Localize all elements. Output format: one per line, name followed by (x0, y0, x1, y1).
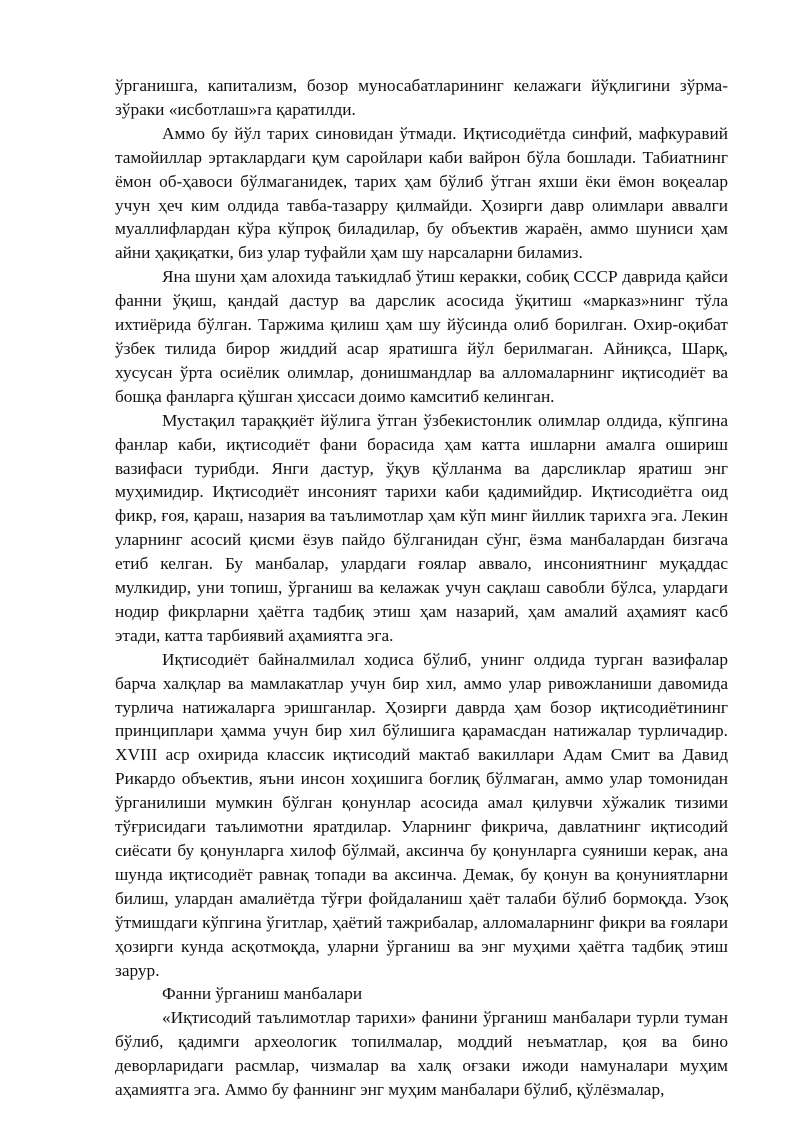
paragraph: Иқтисодиёт байналмилал ходиса бўлиб, унинг олдида турган вазифалар барча халқлар ва мамлакатлар учун бир хил, аммо улар ривожланиши давомида турлича натижаларга эришганлар. Ҳозирги даврда ҳам бозор иқтисодиётининг принциплари ҳамма учун бир хил бўлишига қарамасдан натижалар турличадир. XVIII аср охирида классик иқтисодий мактаб вакиллари Адам Смит ва Давид Рикардо объектив, яъни инсон хоҳишига боғлиқ бўлмаган, аммо улар томонидан ўрганилиши мумкин бўлган қонунлар асосида амал қилувчи хўжалик тизими тўғрисидаги таълимотни яратдилар. Уларнинг фикрича, давлатнинг иқтисодий сиёсати бу қонунларга хилоф бўлмай, аксинча бу қонунларга суяниши керак, ана шунда иқтисодиёт равнақ топади ва аксинча. Демак, бу қонун ва қонуниятларни билиш, улардан амалиётда тўғри фойдаланиш ҳаёт талаби бўлиб бормоқда. Узоқ ўтмишдаги кўпгина ўгитлар, ҳаётий тажрибалар, алломаларнинг фикри ва ғоялари ҳозирги кунда асқотмоқда, уларни ўрганиш ва энг муҳими ҳаётга тадбиқ этиш зарур. (115, 649, 728, 980)
section-heading: Фанни ўрганиш манбалари (162, 984, 363, 1004)
paragraph: Яна шуни ҳам алохида таъкидлаб ўтиш керакки, собиқ СССР даврида қайси фанни ўқиш, қандай дастур ва дарслик асосида ўқитиш «марказ»нинг тўла ихтиёрида бўлган. Таржима қилиш ҳам шу йўсинда олиб борилган. Охир-оқибат ўзбек тилида бирор жиддий асар яратишга йўл берилмаган. Айниқса, Шарқ, хусусан ўрта осиёлик олимлар, донишмандлар ва алломаларнинг иқтисодиёт ва бошқа фанларга қўшган ҳиссаси доимо камситиб келинган. (115, 267, 728, 406)
document-page (115, 74, 728, 1102)
paragraph: «Иқтисодий таълимотлар тарихи» фанини ўрганиш манбалари турли туман бўлиб, қадимги археологик топилмалар, моддий неъматлар, қоя ва бино деворларидаги расмлар, чизмалар ва халқ оғзаки ижоди намуналари муҳим аҳамиятга эга. Аммо бу фаннинг энг муҳим манбалари бўлиб, қўлёзмалар, (115, 1008, 728, 1100)
paragraph: Мустақил тараққиёт йўлига ўтган ўзбекистонлик олимлар олдида, кўпгина фанлар каби, иқтисодиёт фани борасида ҳам катта ишларни амалга ошириш вазифаси турибди. Янги дастур, ўқув қўлланма ва дарсликлар яратиш энг муҳимидир. Иқтисодиёт инсоният тарихи каби қадимийдир. Иқтисодиётга оид фикр, ғоя, қараш, назария ва таълимотлар ҳам кўп минг йиллик тарихга эга. Лекин уларнинг асосий қисми ёзув пайдо бўлганидан сўнг, ёзма манбалардан бизгача етиб келган. Бу манбалар, улардаги ғоялар аввало, инсониятнинг муқаддас мулкидир, уни топиш, ўрганиш ва келажак учун сақлаш савобли бўлса, улардаги нодир фикрларни ҳаётга тадбиқ этиш ҳам назарий, ҳам амалий аҳамият касб этади, катта тарбиявий аҳамиятга эга. (115, 410, 728, 645)
paragraph-continuation: ўрганишга, капитализм, бозор муносабатларининг келажаги йўқлигини зўрма-зўраки «исботлаш»га қаратилди. (115, 76, 728, 119)
paragraph: Аммо бу йўл тарих синовидан ўтмади. Иқтисодиётда синфий, мафкуравий тамойиллар эртаклардаги қум саройлари каби вайрон бўла бошлади. Табиатнинг ёмон об-ҳавоси бўлмаганидек, тарих ҳам бўлиб ўтган яхши ёки ёмон воқеалар учун ҳеч ким олдида тавба-тазарру қилмайди. Ҳозирги давр олимлари аввалги муаллифлардан кўра кўпроқ биладилар, бу объектив жараён, аммо шуниси ҳам айни ҳақиқатки, биз улар туфайли ҳам шу нарсаларни биламиз. (115, 123, 728, 263)
